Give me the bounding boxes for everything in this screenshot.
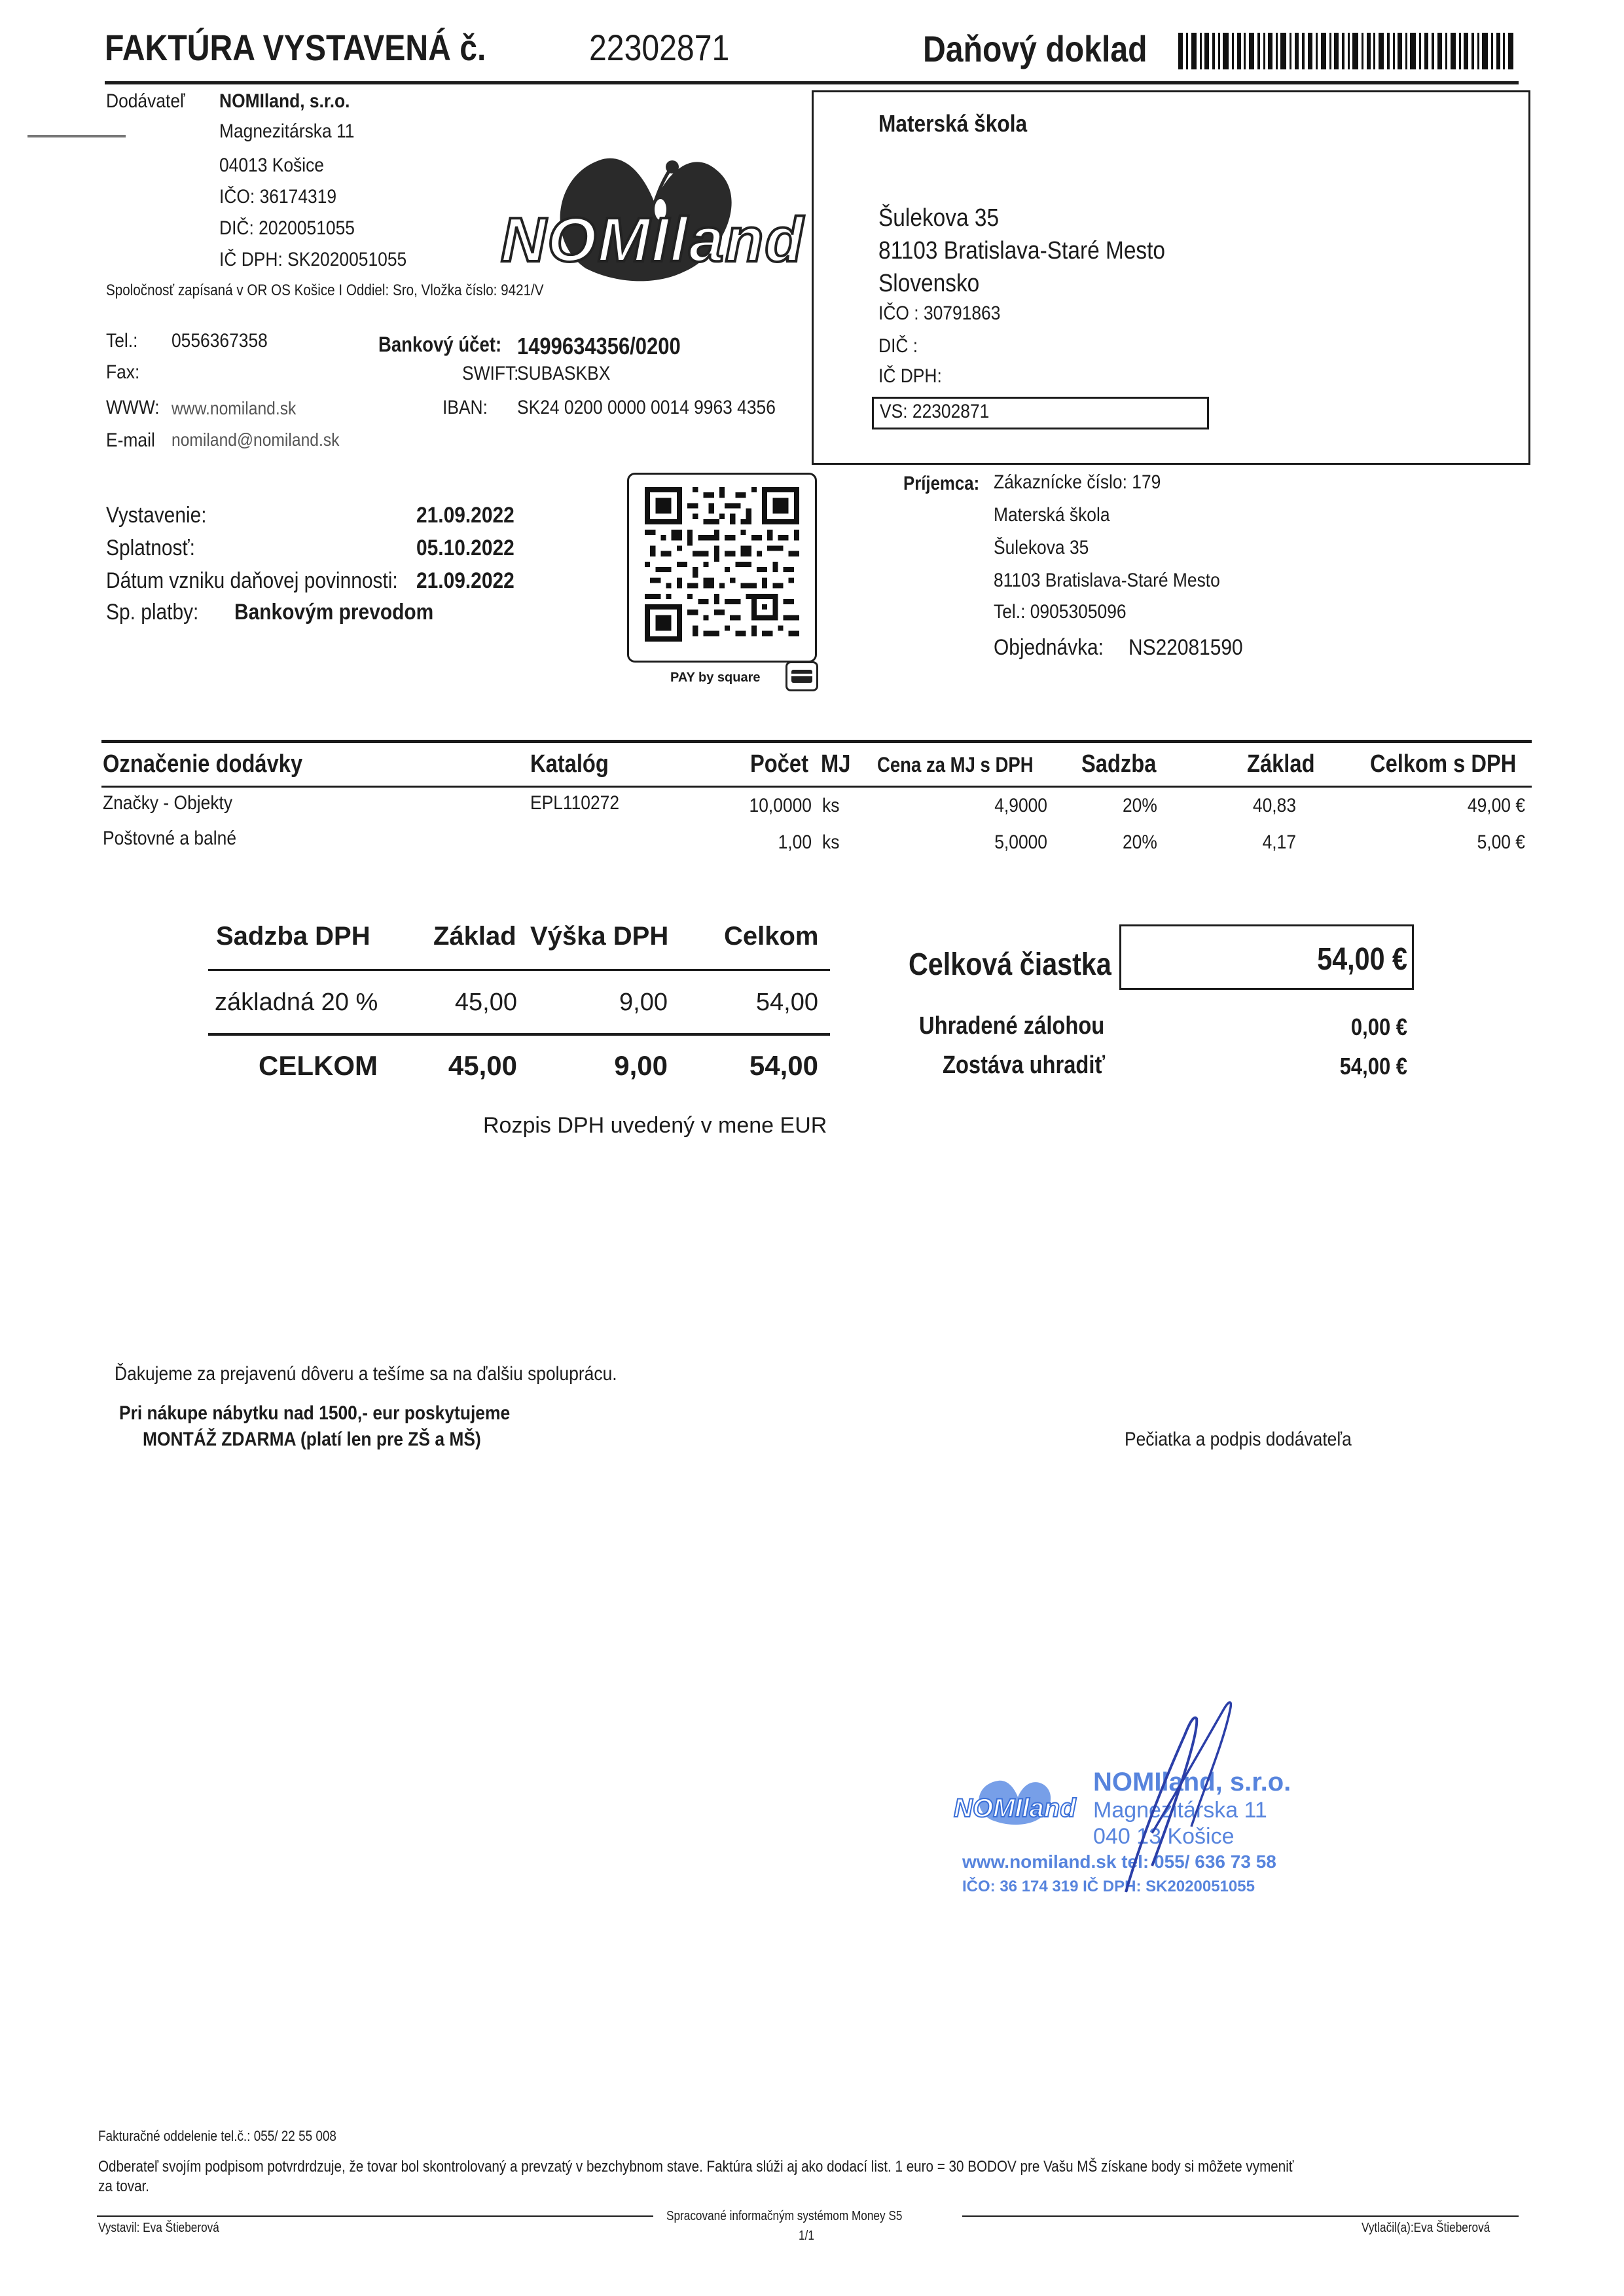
bank-account: 1499634356/0200 [517,333,681,359]
vat-col-amount: Výška DPH [530,922,669,951]
col-price: Cena za MJ s DPH [877,753,1034,776]
issue-date-label: Vystavenie: [106,503,207,528]
handwritten-signature [1113,1696,1270,1905]
grand-total-label: Celková čiastka [909,947,1111,982]
header-rule [105,81,1519,84]
vat-sum-label: CELKOM [259,1050,378,1081]
tax-date-label: Dátum vzniku daňovej povinnosti: [106,568,398,593]
supplier-www[interactable]: www.nomiland.sk [171,398,297,418]
order-label: Objednávka: [994,635,1104,660]
stamp-line-5: IČO: 36 174 319 IČ DPH: SK2020051055 [962,1878,1255,1895]
grand-total: 54,00 € [1317,942,1407,977]
item-total: 49,00 € [1467,795,1525,816]
col-total: Celkom s DPH [1370,750,1517,778]
item-qty: 1,00 [778,831,812,853]
swift-label: SWIFT: [462,363,519,384]
col-base: Základ [1247,750,1315,778]
supplier-dic: DIČ: 2020051055 [219,217,355,239]
issued-by: Vystavil: Eva Štieberová [98,2221,219,2235]
items-top-rule [101,740,1532,743]
swift-code: SUBASKBX [517,363,611,384]
item-price: 4,9000 [994,795,1047,816]
fax-label: Fax: [106,361,140,383]
customer-country: Slovensko [878,270,980,297]
supplier-city: 04013 Košice [219,155,324,176]
qr-code-graphic [645,487,799,642]
vat-base: 45,00 [454,989,517,1016]
scan-mark [27,135,126,137]
item-desc: Značky - Objekty [103,792,233,814]
vat-rate: základná 20 % [215,989,378,1016]
items-header-rule [101,786,1532,788]
recipient-tel: Tel.: 0905305096 [994,601,1127,623]
variable-symbol: VS: 22302871 [880,401,990,422]
nomiland-logo [488,131,804,298]
vat-sum-amount: 9,00 [614,1050,668,1081]
vat-col-base: Základ [433,922,516,951]
barcode [1178,33,1515,69]
promo-line-1: Pri nákupe nábytku nad 1500,- eur poskytujeme [119,1402,511,1424]
recipient-city: 81103 Bratislava-Staré Mesto [994,570,1220,591]
www-label: WWW: [106,397,160,418]
qr-code [645,487,799,642]
bank-account-label: Bankový účet: [378,333,502,356]
signature-label: Pečiatka a podpis dodávateľa [1125,1429,1352,1450]
page-number: 1/1 [799,2229,814,2243]
vat-currency-note: Rozpis DPH uvedený v mene EUR [483,1113,827,1138]
email-label: E-mail [106,429,155,451]
qr-caption: PAY by square [670,670,761,685]
item-catalog: EPL110272 [530,792,620,814]
disclaimer-line-2: za tovar. [98,2178,150,2195]
customer-city: 81103 Bratislava-Staré Mesto [878,237,1166,264]
item-base: 40,83 [1252,795,1296,816]
card-icon [785,661,818,691]
footer-rule-left [97,2215,653,2217]
item-unit: ks [822,795,840,816]
customer-dic: DIČ : [878,335,918,357]
invoice-title: FAKTÚRA VYSTAVENÁ č. [105,27,486,68]
vat-total: 54,00 [755,989,818,1016]
item-base: 4,17 [1262,831,1296,853]
promo-line-2: MONTÁŽ ZDARMA (platí len pre ZŠ a MŠ) [143,1429,481,1450]
customer-street: Šulekova 35 [878,204,1000,232]
barcode-graphic [1178,33,1515,69]
paid-amount: 0,00 € [1350,1013,1407,1040]
recipient-street: Šulekova 35 [994,537,1089,558]
vat-sum-rule [208,1033,830,1036]
thanks-note: Ďakujeme za prejavenú dôveru a tešíme sa na ďalšiu spoluprácu. [115,1363,617,1385]
supplier-icdph: IČ DPH: SK2020051055 [219,249,407,270]
document-type: Daňový doklad [923,28,1147,69]
item-total: 5,00 € [1477,831,1525,853]
tax-date: 21.09.2022 [416,568,514,593]
stamp-line-2: Magnezitárska 11 [1093,1798,1267,1823]
due-date: 05.10.2022 [416,536,514,560]
supplier-label: Dodávateľ [106,90,185,112]
remaining-amount: 54,00 € [1339,1053,1407,1080]
vat-amount: 9,00 [619,989,668,1016]
supplier-tel: 0556367358 [171,330,268,352]
disclaimer-line-1: Odberateľ svojím podpisom potvrdrdzuje, že tovar bol skontrolovaný a prevzatý v bezchybnom stave. Faktúra slúži aj ako dodací list. 1 euro = 30 BODOV pre Vašu MŠ získane body si môžete vymeniť [98,2158,1294,2176]
customer-name: Materská škola [878,110,1028,137]
iban-label: IBAN: [442,397,488,418]
col-desc: Označenie dodávky [103,750,303,778]
stamp-logo [952,1774,1077,1827]
col-qty: Počet [750,750,808,778]
logo-wordmark: NOMIland [501,205,804,275]
payment-method-label: Sp. platby: [106,600,199,625]
stamp-line-1: NOMIland, s.r.o. [1093,1768,1291,1796]
vat-col-rate: Sadzba DPH [216,922,370,951]
billing-department: Fakturačné oddelenie tel.č.: 055/ 22 55 008 [98,2128,336,2144]
item-rate: 20% [1123,795,1157,816]
col-rate: Sadzba [1081,750,1157,778]
recipient-customer-number: Zákaznícke číslo: 179 [994,471,1161,493]
customer-icdph: IČ DPH: [878,365,942,387]
recipient-name: Materská škola [994,504,1110,526]
supplier-street: Magnezitárska 11 [219,120,355,142]
col-catalog: Katalóg [530,750,609,778]
vat-sum-total: 54,00 [749,1050,818,1081]
issue-date: 21.09.2022 [416,503,514,528]
iban: SK24 0200 0000 0014 9963 4356 [517,397,776,418]
supplier-email[interactable]: nomiland@nomiland.sk [171,429,340,450]
paid-label: Uhradené zálohou [919,1012,1105,1040]
item-desc: Poštovné a balné [103,828,237,849]
footer-rule-right [962,2215,1519,2217]
item-unit: ks [822,831,840,853]
system-note: Spracované informačným systémom Money S5 [666,2209,903,2223]
customer-ico: IČO : 30791863 [878,302,1001,324]
stamp-line-3: 040 13 Košice [1093,1824,1235,1849]
supplier-ico: IČO: 36174319 [219,186,337,208]
vat-header-rule [208,969,830,971]
due-date-label: Splatnosť: [106,536,195,560]
payment-method: Bankovým prevodom [234,600,434,625]
recipient-label: Príjemca: [903,473,980,494]
vat-col-total: Celkom [724,922,819,951]
stamp-line-4: www.nomiland.sk tel: 055/ 636 73 58 [962,1851,1276,1872]
remaining-label: Zostáva uhradiť [943,1051,1106,1079]
printed-by: Vytlačil(a):Eva Štieberová [1362,2221,1490,2235]
stamp-logo-text: NOMIland [954,1794,1076,1823]
order-number: NS22081590 [1128,635,1243,660]
supplier-registration: Spoločnosť zapísaná v OR OS Košice I Oddiel: Sro, Vložka číslo: 9421/V [106,282,544,299]
item-price: 5,0000 [994,831,1047,853]
tel-label: Tel.: [106,330,138,352]
supplier-name: NOMIland, s.r.o. [219,90,350,112]
col-unit: MJ [821,750,851,778]
signature-graphic [1113,1696,1270,1905]
item-qty: 10,0000 [749,795,812,816]
vat-sum-base: 45,00 [448,1050,517,1081]
item-rate: 20% [1123,831,1157,853]
invoice-number: 22302871 [589,27,730,68]
